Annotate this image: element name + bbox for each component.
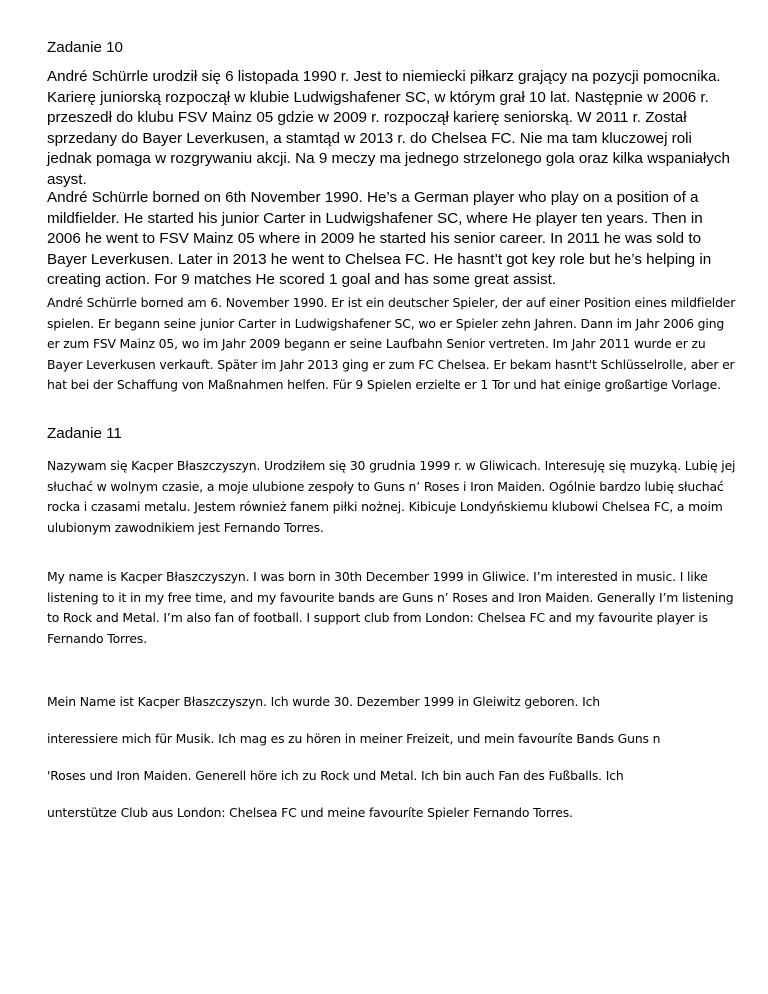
- task11-german-line-2: interessiere mich für Musik. Ich mag es zu hören in meiner Freizeit, und mein favouríte Bands Guns n: [47, 731, 661, 746]
- task11-english-paragraph: My name is Kacper Błaszczyszyn. I was born in 30th December 1999 in Gliwice. I’m interested in music. I like listening to it in my free time, and my favourite bands are Guns n’ Roses and Iron Maiden. Generally I’m listening to Rock and Metal. I’m also fan of football. I support club from London: Chelsea FC and my favourite player is Fernando Torres.: [47, 569, 734, 646]
- task11-german-line-1: Mein Name ist Kacper Błaszczyszyn. Ich wurde 30. Dezember 1999 in Gleiwitz geboren. Ich: [47, 694, 600, 709]
- task11-german-line-4: unterstütze Club aus London: Chelsea FC und meine favouríte Spieler Fernando Torres.: [47, 805, 573, 820]
- task10-german-paragraph: André Schürrle borned am 6. November 1990. Er ist ein deutscher Spieler, der auf einer Position eines mildfielder spielen. Er begann seine junior Carter in Ludwigshafener SC, wo er Spieler zehn Jahren. Dann im Jahr 2006 ging er zum FSV Mainz 05, wo im Jahr 2009 begann er seine Laufbahn Senior vertreten. Im Jahr 2011 wurde er zu Bayer Leverkusen verkauft. Später im Jahr 2013 ging er zum FC Chelsea. Er bekam hasnt't Schlüsselrolle, aber er hat bei der Schaffung von Maßnahmen helfen. Für 9 Spielen erzielte er 1 Tor und hat einige großartige Vorlage.: [47, 295, 736, 392]
- task10-english-paragraph: André Schürrle borned on 6th November 1990. He’s a German player who play on a position of a mildfielder. He started his junior Carter in Ludwigshafener SC, where He player ten years. Then in 2006 he went to FSV Mainz 05 where in 2009 he started his senior career. In 2011 he was sold to Bayer Leverkusen. Later in 2013 he went to Chelsea FC. He hasnt’t got key role but he’s helping in creating action. For 9 matches He scored 1 goal and has some great assist.: [47, 189, 712, 288]
- task10-heading: Zadanie 10: [47, 39, 123, 56]
- task11-polish-paragraph: Nazywam się Kacper Błaszczyszyn. Urodziłem się 30 grudnia 1999 r. w Gliwicach. Interesuję się muzyką. Lubię jej słuchać w wolnym czasie, a moje ulubione zespoły to Guns n’ Roses i Iron Maiden. Ogólnie bardzo lubię słuchać rocka i czasami metalu. Jestem również fanem piłki nożnej. Kibicuje Londyńskiemu klubowi Chelsea FC, a moim ulubionym zawodnikiem jest Fernando Torres.: [47, 458, 736, 535]
- task10-polish-paragraph: André Schürrle urodził się 6 listopada 1990 r. Jest to niemiecki piłkarz grający na pozycji pomocnika. Karierę juniorską rozpoczął w klubie Ludwigshafener SC, w którym grał 10 lat. Następnie w 2006 r. przeszedł do klubu FSV Mainz 05 gdzie w 2009 r. rozpoczął karierę seniorską. W 2011 r. Został sprzedany do Bayer Leverkusen, a stamtąd w 2013 r. do Chelsea FC. Nie ma tam kluczowej roli jednak pomaga w rozgrywaniu akcji. Na 9 meczy ma jednego strzelonego gola oraz kilka wspaniałych asyst.: [47, 68, 730, 188]
- task11-heading: Zadanie 11: [47, 425, 122, 442]
- task11-german-line-3: 'Roses und Iron Maiden. Generell höre ich zu Rock und Metal. Ich bin auch Fan des Fußballs. Ich: [47, 768, 624, 783]
